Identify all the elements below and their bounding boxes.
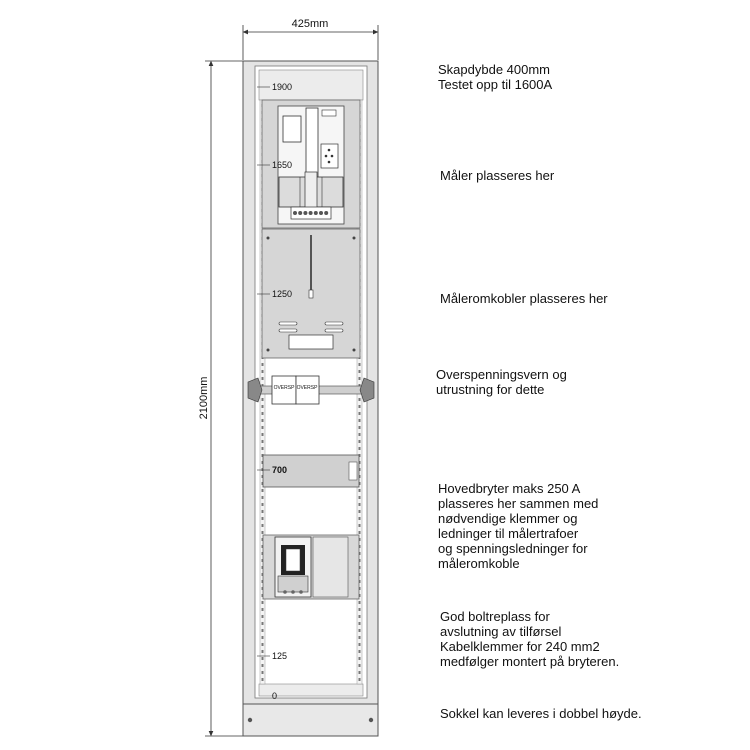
rail-hole: [262, 517, 264, 520]
rail-hole: [262, 615, 264, 618]
rail-hole: [359, 433, 361, 436]
rail-hole: [262, 503, 264, 506]
rail-hole: [359, 405, 361, 408]
rail-hole: [359, 503, 361, 506]
rail-hole: [359, 608, 361, 611]
rail-hole: [262, 524, 264, 527]
rail-hole: [262, 496, 264, 499]
rail-hole: [262, 650, 264, 653]
rail-hole: [359, 664, 361, 667]
height-label: 2100mm: [198, 376, 210, 420]
plinth: [243, 704, 378, 736]
rail-hole: [359, 643, 361, 646]
rail-hole: [262, 601, 264, 604]
rail-hole: [262, 664, 264, 667]
main-breaker-note: Hovedbryter maks 250 A plasseres her sammen med nødvendige klemmer og ledninger til målertrafoer og spenningsledninger for måleromkoble: [438, 481, 599, 571]
rail-hole: [262, 678, 264, 681]
terminal-screw: [319, 211, 323, 215]
rail-hole: [359, 601, 361, 604]
rail-hole: [359, 636, 361, 639]
rail-hole: [262, 671, 264, 674]
rail-hole: [359, 524, 361, 527]
rail-hole: [359, 447, 361, 450]
height-mark-1250: 1250: [272, 289, 293, 299]
terminal-screw: [314, 211, 318, 215]
rail-hole: [359, 678, 361, 681]
rail-hole: [262, 531, 264, 534]
rail-hole: [359, 510, 361, 513]
height-mark-125: 125: [272, 651, 288, 661]
rail-hole: [262, 622, 264, 625]
main-breaker: [263, 535, 359, 599]
rail-hole: [359, 440, 361, 443]
breaker-label-1: OVERSP: [273, 385, 295, 391]
rail-hole: [359, 671, 361, 674]
height-dimension: [198, 61, 243, 736]
rail-hole: [359, 517, 361, 520]
rail-hole: [359, 377, 361, 380]
rail-hole: [359, 496, 361, 499]
rail-hole: [262, 377, 264, 380]
rail-hole: [262, 412, 264, 415]
terminal-screw: [298, 211, 302, 215]
meter-note: Måler plasseres her: [440, 168, 555, 183]
rail-hole: [262, 657, 264, 660]
rail-hole: [262, 643, 264, 646]
rail-hole: [359, 489, 361, 492]
rail-hole: [262, 510, 264, 513]
depth-note: Skapdybde 400mm Testet opp til 1600A: [438, 62, 553, 92]
rail-hole: [262, 363, 264, 366]
height-mark-700: 700: [272, 465, 288, 475]
rail-hole: [359, 419, 361, 422]
rail-hole: [359, 398, 361, 401]
rail-hole: [359, 370, 361, 373]
rail-hole: [359, 657, 361, 660]
height-mark-1900: 1900: [272, 82, 293, 92]
surge-note: Overspenningsvern og utrustning for dette: [436, 367, 567, 397]
rail-hole: [262, 489, 264, 492]
width-label: 425mm: [291, 18, 329, 30]
height-mark-0: 0: [272, 691, 278, 701]
rail-hole: [359, 363, 361, 366]
rail-hole: [262, 419, 264, 422]
rail-hole: [262, 608, 264, 611]
bolt-space-note: God boltreplass for avslutning av tilførsel Kabelklemmer for 240 mm2 medfølger montert på bryteren.: [440, 609, 620, 669]
meter-switch-note: Måleromkobler plasseres her: [440, 291, 608, 306]
breaker-label-2: OVERSP: [296, 385, 318, 391]
rail-hole: [359, 650, 361, 653]
rail-hole: [262, 405, 264, 408]
rail-hole: [359, 629, 361, 632]
terminal-screw: [293, 211, 297, 215]
rail-hole: [359, 426, 361, 429]
rail-hole: [359, 412, 361, 415]
width-dimension: [243, 18, 378, 60]
terminal-screw: [303, 211, 307, 215]
rail-hole: [262, 440, 264, 443]
rail-hole: [262, 636, 264, 639]
rail-hole: [262, 370, 264, 373]
rail-hole: [262, 447, 264, 450]
rail-hole: [262, 629, 264, 632]
height-mark-1650: 1650: [272, 160, 293, 170]
rail-hole: [359, 615, 361, 618]
rail-hole: [262, 433, 264, 436]
plinth-note: Sokkel kan leveres i dobbel høyde.: [440, 706, 642, 721]
terminal-screw: [324, 211, 328, 215]
rail-hole: [359, 531, 361, 534]
rail-hole: [359, 622, 361, 625]
rail-hole: [262, 398, 264, 401]
rail-hole: [262, 426, 264, 429]
terminal-screw: [309, 211, 313, 215]
